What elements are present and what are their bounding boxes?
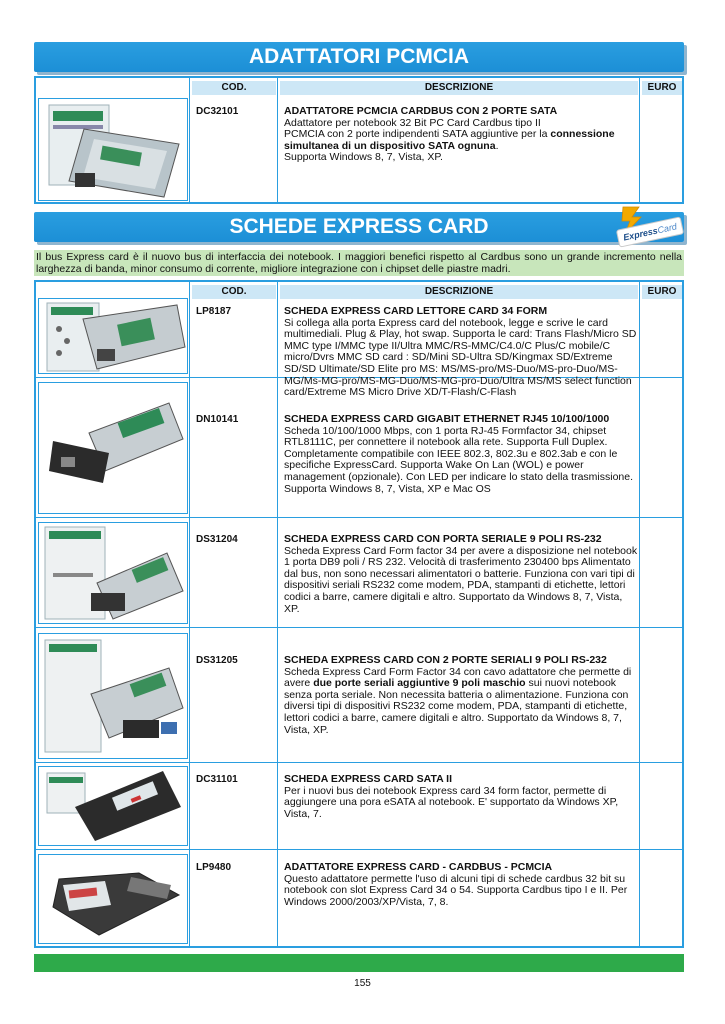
product-code: LP8187: [196, 306, 232, 317]
product-title: SCHEDA EXPRESS CARD CON PORTA SERIALE 9 POLI RS-232: [284, 533, 602, 545]
product-title: SCHEDA EXPRESS CARD SATA II: [284, 773, 453, 785]
header-descrizione: DESCRIZIONE: [280, 285, 638, 299]
product-description: ADATTATORE EXPRESS CARD - CARDBUS - PCMCIA Questo adattatore permette l'uso di alcuni tipi di schede cardbus 32 bit su notebook con slot Express Card 34 o 54. Supporta Cardbus tipo I e II. Per Windows 2000/2003/XP/Vista, 7, 8.: [284, 862, 638, 908]
product-code: DC32101: [196, 106, 239, 117]
product-table-pcmcia: [34, 76, 684, 204]
section-intro: Il bus Express card è il nuovo bus di interfaccia dei notebook. I maggiori benefici rispetto al Cardbus sono un grande incremento nella larghezza di banda, minor consumo di corrente, migliore integrazione con i chipset delle piastre madri.: [36, 251, 682, 275]
product-code: LP9480: [196, 862, 232, 873]
product-title: ADATTATORE EXPRESS CARD - CARDBUS - PCMCIA: [284, 861, 553, 873]
section-title-adattatori-pcmcia: ADATTATORI PCMCIA: [34, 42, 684, 72]
product-description: ADATTATORE PCMCIA CARDBUS CON 2 PORTE SATA Adattatore per notebook 32 Bit PC Card Cardbus tipo II PCMCIA con 2 porte indipendenti SATA aggiuntive per la connessione simultanea di un dispositivo SATA ognuna. Supporta Windows 8, 7, Vista, XP.: [284, 106, 638, 164]
product-title: SCHEDA EXPRESS CARD CON 2 PORTE SERIALI 9 POLI RS-232: [284, 654, 607, 666]
footer-bar: [34, 954, 684, 972]
header-euro: EURO: [642, 285, 682, 299]
header-euro: EURO: [642, 81, 682, 95]
product-image-ds31205: [38, 633, 188, 759]
product-description: SCHEDA EXPRESS CARD GIGABIT ETHERNET RJ45 10/100/1000 Scheda 10/100/1000 Mbps, con 1 porta RJ-45 Formfactor 34, chipset RTL8111C, per connettere il notebook alla rete. Supporta Full Duplex. Completamente compatibile con IEEE 802.3, 802.3u e 802.3ab e con le specifiche ExpressCard. Supporta Wake On Lan (WOL) e power management (opzionale). Con LED per indicare lo stato della trasmissione. Supporta Windows 8, 7, Vista, XP e Mac OS: [284, 414, 638, 495]
product-title: SCHEDA EXPRESS CARD GIGABIT ETHERNET RJ45 10/100/1000: [284, 413, 610, 425]
product-code: DS31205: [196, 655, 238, 666]
product-image-dn10141: [38, 382, 188, 514]
product-description: SCHEDA EXPRESS CARD CON 2 PORTE SERIALI 9 POLI RS-232 Scheda Express Card Form Factor 34 con cavo adattatore che permette di avere due porte seriali aggiuntive 9 poli maschio sui nuovi notebook senza porta seriale. Non necessita batteria o alimentazione. Funziona con diversi tipi di dispositivi RS232 come modem, PDA, stampanti di etichette, lettori codici a barre, camere digitali e altro. Supportato da Windows 8, 7, Vista, XP.: [284, 655, 638, 736]
product-image-lp9480: [38, 854, 188, 944]
product-image-lp8187: [38, 298, 188, 374]
product-code: DC31101: [196, 774, 238, 785]
product-title: ADATTATORE PCMCIA CARDBUS CON 2 PORTE SATA: [284, 105, 558, 117]
product-description: SCHEDA EXPRESS CARD SATA II Per i nuovi bus dei notebook Express card 34 form factor, permette di aggiungere una pora eSATA al notebook. E' supportato da Windows XP, Vista, 7.: [284, 774, 638, 820]
product-table-express-card: [34, 280, 684, 948]
header-descrizione: DESCRIZIONE: [280, 81, 638, 95]
section-title-schede-express-card: SCHEDE EXPRESS CARD: [34, 212, 684, 242]
product-code: DS31204: [196, 534, 238, 545]
page-number: 155: [354, 978, 371, 989]
product-image-dc31101: [38, 766, 188, 846]
header-cod: COD.: [192, 81, 276, 95]
product-title: SCHEDA EXPRESS CARD LETTORE CARD 34 FORM: [284, 305, 548, 317]
header-cod: COD.: [192, 285, 276, 299]
product-image-ds31204: [38, 522, 188, 624]
expresscard-logo: ExpressCard: [615, 205, 683, 247]
product-description: SCHEDA EXPRESS CARD LETTORE CARD 34 FORM Si collega alla porta Express card del notebook, legge e scrive le card multimediali. Plug & Play, hot swap. Supporta le card: Trans Flash/Micro SD MMC type I/MMC type II/Ultra MMC/RS-MMC/C4.0/C Plus/C mobile/C micro/Dvrs MMC SD card : SD/Mini SD-Ultra SD/Kingmax SD/Extreme SD/SD Ultimate/SD Elite pro MS: MS/MS-pro/MS-Duo/MS-pro-Duo/MS-MG/Ms-MG-pro/MS-MG-Duo/MS-MG-pro-Duo/Ultra MS/MS select function card/Extreme MS Micro Drive XD/T-Flash/C-Flash: [284, 305, 637, 399]
product-description: SCHEDA EXPRESS CARD CON PORTA SERIALE 9 POLI RS-232 Scheda Express Card Form factor 34 per avere a disposizione nel notebook 1 porta DB9 poli / RS 232. Velocità di trasferimento 230400 bps Alimentato dal bus, non sono necessari alimentatori o batterie. Funziona con vari tipi di dispositivi seriali RS232 come modem, PDA, stampanti di etichette, lettori codici a barre, camere digitali e altro. Supportato da Windows 8, 7, Vista, XP.: [284, 533, 638, 615]
product-code: DN10141: [196, 414, 239, 425]
product-image-dc32101: [38, 98, 188, 201]
